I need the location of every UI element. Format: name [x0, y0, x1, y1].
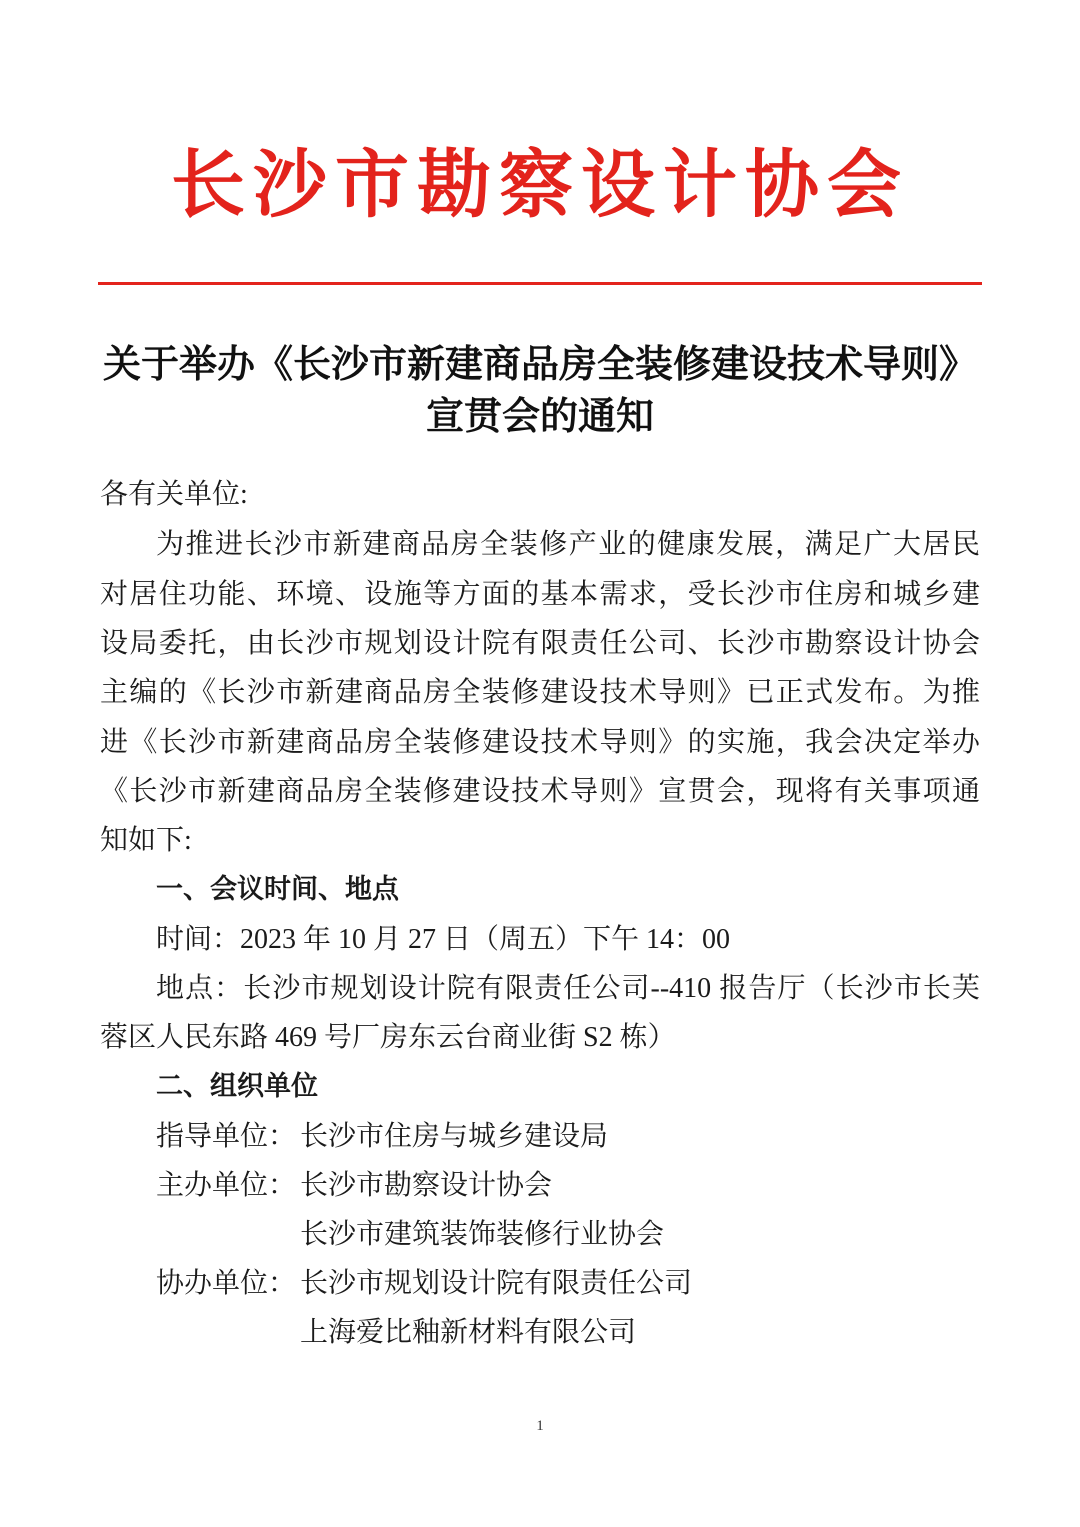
co-organizer-row: [100, 1308, 980, 1357]
intro-line: 主编的《长沙市新建商品房全装修建设技术导则》已正式发布。为推: [100, 677, 980, 708]
host-unit-row: [100, 1210, 980, 1259]
meeting-location: 地点：长沙市规划设计院有限责任公司--410 报告厅（长沙市长芙: [156, 973, 980, 1004]
meeting-location-continued: 蓉区人民东路 469 号厂房东云台商业街 S2 栋）: [100, 1022, 676, 1053]
guide-unit-label: 指导单位：: [156, 1121, 297, 1152]
organization-title: 长沙市勘察设计协会: [171, 145, 909, 227]
co-organizer-row: [100, 1259, 980, 1308]
co-organizer-value: 长沙市规划设计院有限责任公司: [300, 1268, 693, 1299]
notice-title-line-2: 宣贯会的通知: [425, 396, 654, 438]
intro-line: 进《长沙市新建商品房全装修建设技术导则》的实施，我会决定举办: [100, 727, 980, 758]
notice-title-line-1: 关于举办《长沙市新建商品房全装修建设技术导则》: [102, 344, 977, 386]
intro-line: 为推进长沙市新建商品房全装修产业的健康发展，满足广大居民: [156, 529, 980, 560]
salutation: 各有关单位:: [100, 479, 248, 510]
section-heading-organizers: 二、组织单位: [156, 1071, 318, 1101]
intro-line: 《长沙市新建商品房全装修建设技术导则》宣贯会，现将有关事项通: [100, 776, 980, 807]
host-unit-value: 长沙市勘察设计协会: [300, 1170, 553, 1201]
red-divider: [98, 282, 982, 285]
host-unit-row: [100, 1161, 980, 1210]
guide-unit-value: 长沙市住房与城乡建设局: [300, 1121, 609, 1152]
co-organizer-label: 协办单位：: [156, 1268, 297, 1299]
guide-unit-row: [100, 1112, 980, 1161]
page-number: 1: [536, 1418, 544, 1434]
intro-line: 设局委托，由长沙市规划设计院有限责任公司、长沙市勘察设计协会: [100, 628, 980, 659]
host-unit-value: 长沙市建筑装饰装修行业协会: [300, 1219, 665, 1250]
meeting-time: 时间：2023 年 10 月 27 日（周五）下午 14：00: [156, 924, 731, 955]
co-organizer-value: 上海爱比釉新材料有限公司: [300, 1317, 637, 1348]
host-unit-label: 主办单位：: [156, 1170, 297, 1201]
intro-line: 知如下:: [100, 825, 192, 856]
intro-line: 对居住功能、环境、设施等方面的基本需求，受长沙市住房和城乡建: [100, 579, 980, 610]
section-heading-time-location: 一、会议时间、地点: [156, 874, 399, 904]
